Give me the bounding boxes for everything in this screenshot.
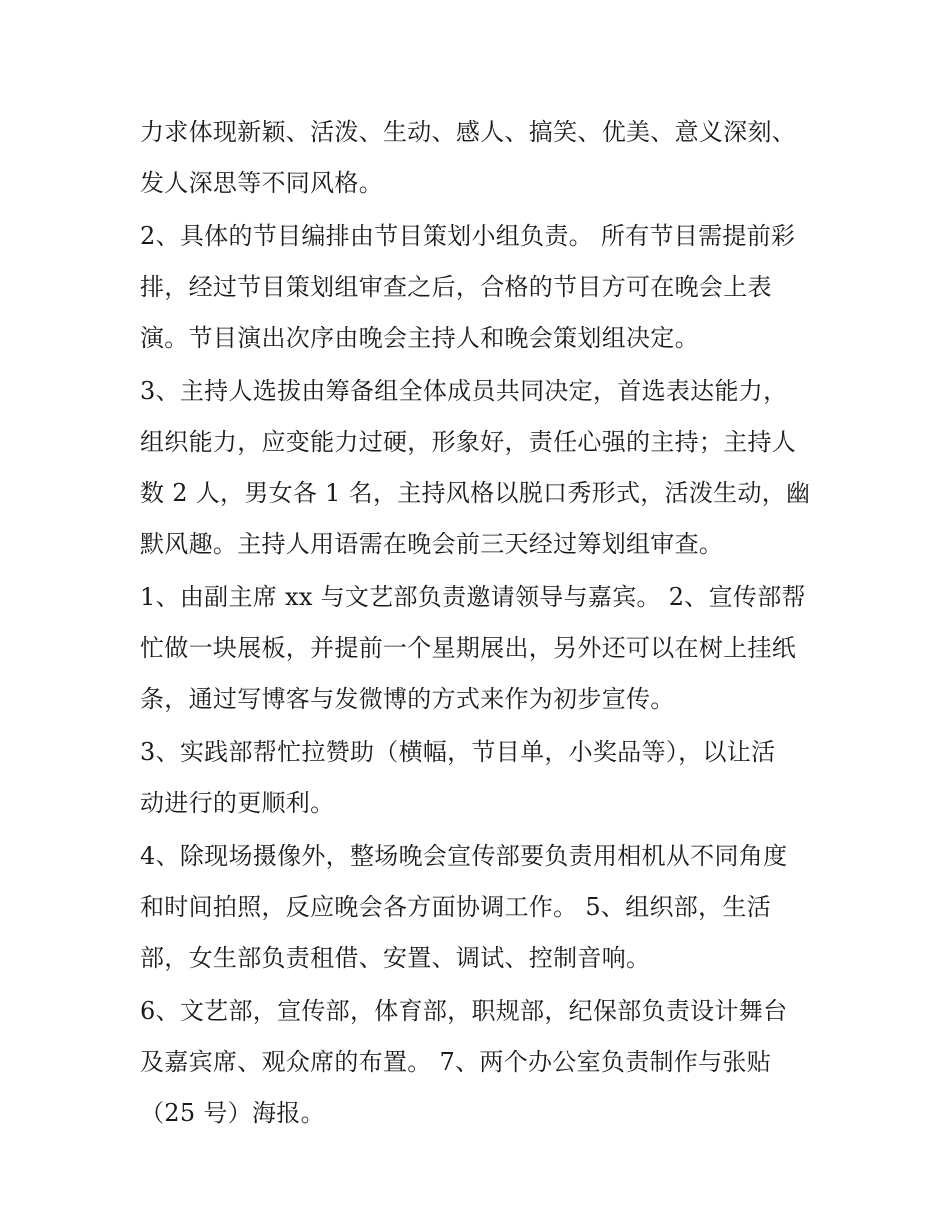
text-line: 3、实践部帮忙拉赞助（横幅，节目单，小奖品等），以让活 (140, 738, 776, 766)
text-line: 6、文艺部，宣传部，体育部，职规部，纪保部负责设计舞台 (140, 997, 788, 1025)
paragraph-stage-posters (140, 986, 820, 1139)
text-line: 条，通过写博客与发微博的方式来作为初步宣传。 (140, 685, 675, 713)
document-body (140, 107, 820, 1141)
text-line: 排，经过节目策划组审查之后，合格的节目方可在晚会上表 (140, 273, 772, 301)
text-line: 1、由副主席 xx 与文艺部负责邀请领导与嘉宾。 2、宣传部帮 (140, 583, 806, 611)
text-line: 部，女生部负责租借、安置、调试、控制音响。 (140, 944, 651, 972)
paragraph-host-selection (140, 366, 820, 570)
text-line: 组织能力，应变能力过硬，形象好，责任心强的主持；主持人 (140, 428, 797, 456)
text-line: 力求体现新颖、活泼、生动、感人、搞笑、优美、意义深刻、 (140, 118, 797, 146)
paragraph-sponsorship (140, 727, 820, 829)
paragraph-style-note (140, 107, 820, 209)
text-line: 2、具体的节目编排由节目策划小组负责。 所有节目需提前彩 (140, 222, 796, 250)
text-line: 动进行的更顺利。 (140, 789, 335, 817)
paragraph-program-arrangement (140, 211, 820, 364)
text-line: 3、主持人选拔由筹备组全体成员共同决定，首选表达能力， (140, 377, 788, 405)
paragraph-invitation-publicity (140, 572, 820, 725)
text-line: （25 号）海报。 (140, 1099, 325, 1127)
text-line: 发人深思等不同风格。 (140, 169, 383, 197)
text-line: 演。节目演出次序由晚会主持人和晚会策划组决定。 (140, 324, 699, 352)
text-line: 4、除现场摄像外，整场晚会宣传部要负责用相机从不同角度 (140, 842, 788, 870)
text-line: 和时间拍照，反应晚会各方面协调工作。 5、组织部，生活 (140, 893, 771, 921)
text-line: 数 2 人，男女各 1 名，主持风格以脱口秀形式，活泼生动，幽 (140, 479, 811, 507)
text-line: 默风趣。主持人用语需在晚会前三天经过筹划组审查。 (140, 530, 724, 558)
text-line: 忙做一块展板，并提前一个星期展出，另外还可以在树上挂纸 (140, 634, 797, 662)
text-line: 及嘉宾席、观众席的布置。 7、两个办公室负责制作与张贴 (140, 1048, 771, 1076)
paragraph-photography-audio (140, 831, 820, 984)
